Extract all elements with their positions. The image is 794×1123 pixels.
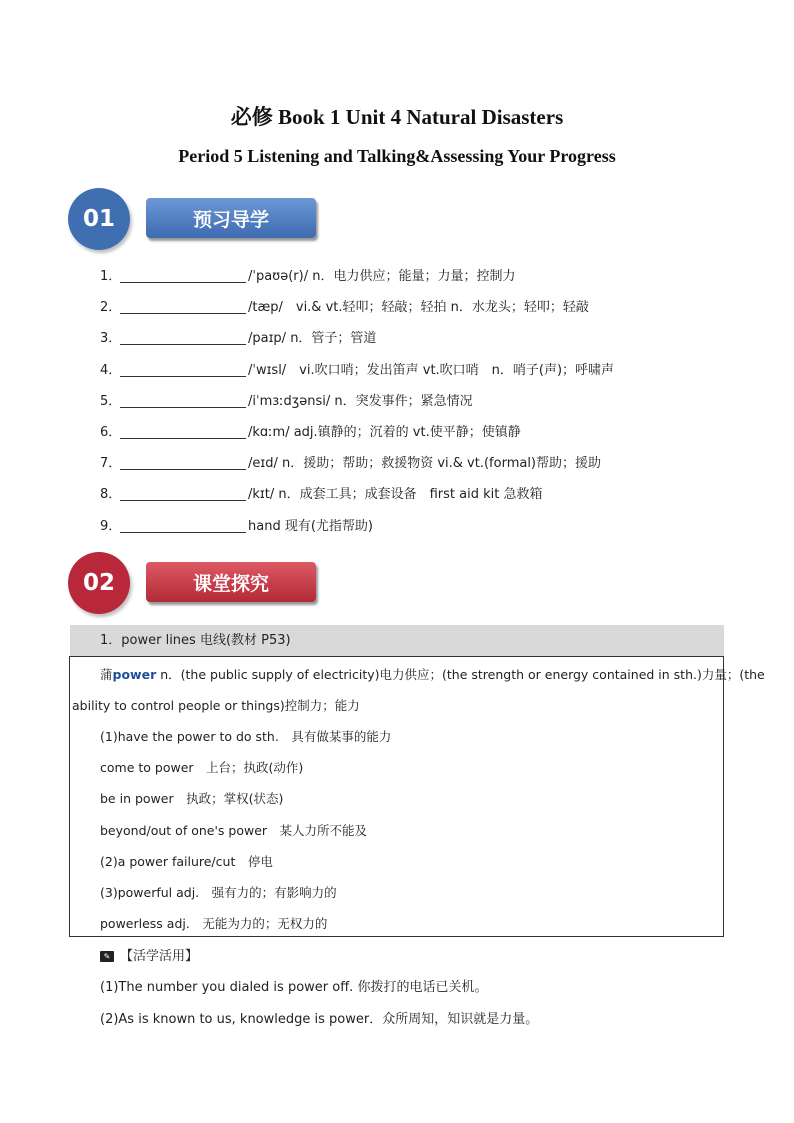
usage-item: (2)a power failure/cut 停电 [100, 854, 273, 869]
vocab-item: 2． /tæp/ vi.& vt.轻叩；轻敲；轻拍 n．水龙头；轻叩；轻敲 [100, 297, 740, 328]
section-label-tab: 课堂探究 [146, 562, 316, 602]
section-label-tab: 预习导学 [146, 198, 316, 238]
answer-blank[interactable] [120, 360, 246, 377]
section-number-badge: 01 [68, 188, 130, 250]
usage-item: (1)have the power to do sth. 具有做某事的能力 [100, 729, 392, 744]
vocab-item: 3． /paɪp/ n．管子；管道 [100, 328, 740, 359]
definition-line: 蒲power n．(the public supply of electricity)电力供应；(the strength or energy contained in sth.)力量；(the [100, 667, 765, 682]
practice-heading: ✎ 【活学活用】 [100, 945, 198, 964]
vocab-item: 6． /kɑːm/ adj.镇静的；沉着的 vt.使平静；使镇静 [100, 422, 740, 453]
usage-item: come to power 上台；执政(动作) [100, 760, 304, 775]
vocab-item: 7． /eɪd/ n．援助；帮助；救援物资 vi.& vt.(formal)帮助；援助 [100, 453, 740, 484]
usage-item: be in power 执政；掌权(状态) [100, 791, 284, 806]
pen-icon: ✎ [100, 951, 114, 962]
vocab-item: 5． /iˈmɜːdʒənsi/ n．突发事件；紧急情况 [100, 391, 740, 422]
section-header-explore [68, 552, 328, 622]
practice-sentence: (1)The number you dialed is power off. 你拨打的电话已关机。 [100, 980, 488, 995]
answer-blank[interactable] [120, 453, 246, 470]
answer-blank[interactable] [120, 297, 246, 314]
keyword: power [112, 667, 157, 682]
vocab-item: 4． /ˈwɪsl/ vi.吹口哨；发出笛声 vt.吹口哨 n．哨子(声)；呼啸声 [100, 360, 740, 391]
practice-sentence: (2)As is known to us, knowledge is power．众所周知，知识就是力量。 [100, 1012, 539, 1027]
section-header-preview [68, 188, 328, 258]
explore-heading: 1．power lines 电线(教材 P53) [70, 625, 724, 656]
vocab-item: 9． hand 现有(尤指帮助) [100, 516, 740, 547]
vocab-list [100, 266, 740, 547]
definition-line: ability to control people or things)控制力；能力 [72, 698, 360, 713]
answer-blank[interactable] [120, 516, 246, 533]
usage-item: beyond/out of one's power 某人力所不能及 [100, 823, 368, 838]
explanation-box [69, 656, 765, 937]
answer-blank[interactable] [120, 266, 246, 283]
answer-blank[interactable] [120, 422, 246, 439]
vocab-item: 1． /ˈpaʊə(r)/ n．电力供应；能量；力量；控制力 [100, 266, 740, 297]
usage-item: (3)powerful adj. 强有力的；有影响力的 [100, 885, 337, 900]
usage-item: powerless adj. 无能为力的；无权力的 [100, 916, 328, 931]
document-subtitle: Period 5 Listening and Talking&Assessing Your Progress [178, 146, 616, 166]
vocab-item: 8． /kɪt/ n．成套工具；成套设备 first aid kit 急救箱 [100, 484, 740, 515]
document-title: 必修 Book 1 Unit 4 Natural Disasters [230, 105, 564, 129]
section-number-badge: 02 [68, 552, 130, 614]
answer-blank[interactable] [120, 328, 246, 345]
answer-blank[interactable] [120, 484, 246, 501]
answer-blank[interactable] [120, 391, 246, 408]
